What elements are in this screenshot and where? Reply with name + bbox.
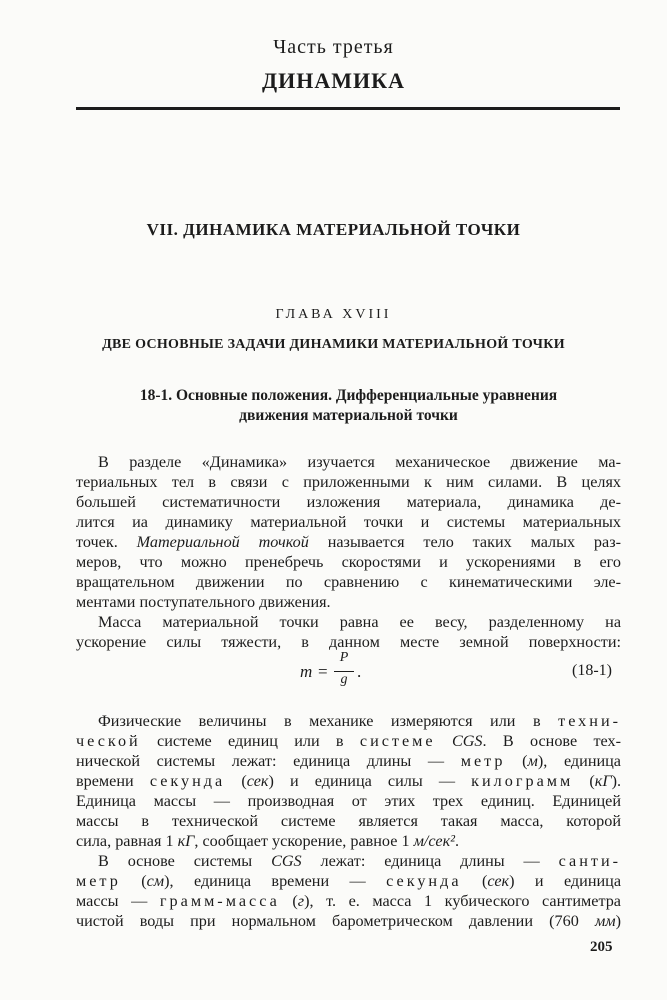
formula-numerator: P [339,650,349,665]
subsection-title-line1: 18-1. Основные положения. Дифференциальные уравнения [139,387,558,404]
para2-line1: Масса материальной точки равна ее весу, разделенному на [98,613,621,631]
header-rule [76,107,620,110]
subsection-title-line2: движения материальной точки [239,407,458,424]
para2-line2: ускорение силы тяжести, в данном месте земной поверхности: [76,633,621,651]
para4-line1: В основе системы CGS лежат: единица длины — санти- [98,852,621,870]
para3-line2: ческой системе единиц или в системе CGS. В основе тех- [76,732,621,750]
para1-line7: вращательном движении по сравнению с кинематическими эле- [76,573,621,591]
formula-equals: = [318,662,328,681]
para1-line3: большей систематичности изложения материала, динамика де- [76,493,621,511]
part-label: Часть третья [273,36,394,58]
chapter-title: ДВЕ ОСНОВНЫЕ ЗАДАЧИ ДИНАМИКИ МАТЕРИАЛЬНОЙ ТОЧКИ [102,337,565,352]
para3-line7: сила, равная 1 кГ, сообщает ускорение, равное 1 м/сек². [76,832,460,850]
formula-lhs: m [300,662,313,681]
formula-denominator: g [340,672,348,687]
para4-line4: чистой воды при нормальном барометрическом давлении (760 мм) [76,912,621,930]
para4-line2: метр (см), единица времени — секунда (сек) и единица [76,872,622,890]
formula-tag: (18-1) [572,662,612,679]
formula-18-1 [0,650,667,694]
para3-line6: массы в технической системе является такая масса, которой [76,812,621,830]
para1-line1: В разделе «Динамика» изучается механическое движение ма- [98,453,621,471]
formula-period: . [357,662,362,681]
page-number: 205 [590,939,613,955]
term-material-point: Материальной точкой [136,533,309,551]
part-title: ДИНАМИКА [262,68,405,93]
para1-line6: меров, что можно пренебречь скоростями и ускорениями в его [76,553,621,571]
para1-line4: лится иа динамику материальной точки и системы материальных [76,513,621,531]
section-title: VII. ДИНАМИКА МАТЕРИАЛЬНОЙ ТОЧКИ [146,220,521,239]
para3-line4: времени секунда (сек) и единица силы — килограмм (кГ). [76,772,621,790]
para3-line3: нической системы лежат: единица длины — метр (м), единица [76,752,621,770]
para3-line1: Физические величины в механике измеряются или в техни- [98,712,621,730]
para4-line3: массы — грамм-масса (г), т. е. масса 1 кубического сантиметра [76,892,621,910]
para1-line2: териальных тел в связи с приложенными к ним силами. В целях [76,473,621,491]
para1-line5: точек. Материальной точкой называется тело таких малых раз- [76,533,621,551]
para3-line5: Единица массы — производная от этих трех единиц. Единицей [76,792,621,810]
para1-line8: ментами поступательного движения. [76,593,331,611]
chapter-label: ГЛАВА XVIII [275,307,392,322]
